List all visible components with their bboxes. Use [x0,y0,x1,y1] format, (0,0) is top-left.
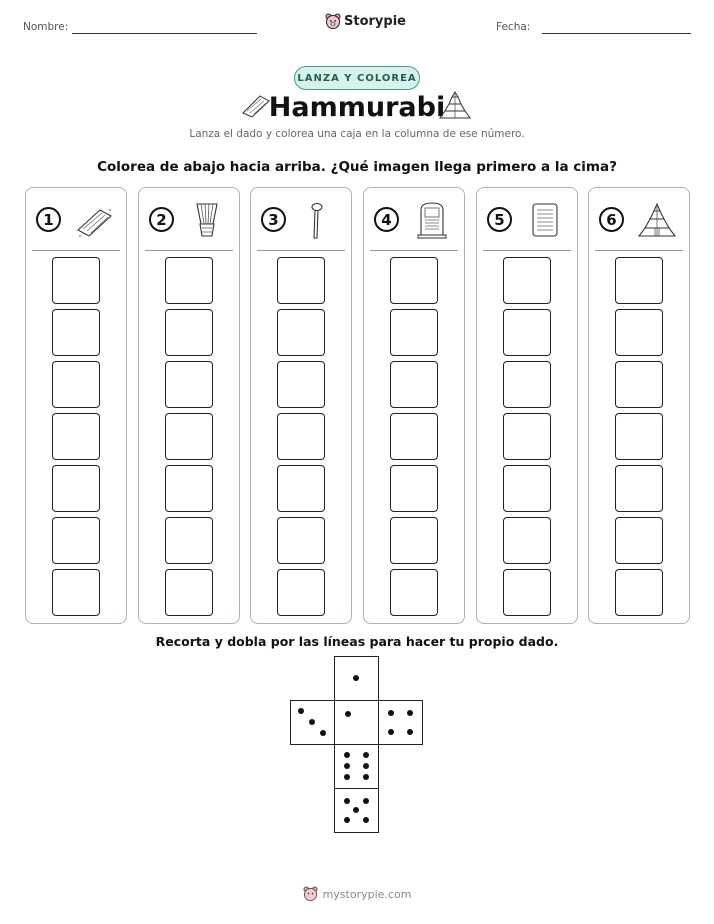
color-box[interactable] [390,413,438,460]
color-box[interactable] [503,465,551,512]
color-box[interactable] [165,413,213,460]
column-2 [138,187,240,624]
footer-url[interactable]: mystorypie.com [322,887,412,901]
color-box[interactable] [503,517,551,564]
brand-name: Storypie [344,14,406,29]
color-box[interactable] [615,465,663,512]
color-box[interactable] [165,361,213,408]
pip [298,708,304,714]
color-box[interactable] [277,309,325,356]
ziggurat-icon [637,200,677,240]
color-box[interactable] [277,413,325,460]
color-box[interactable] [52,413,100,460]
die-face-4 [378,700,423,745]
die-face-1 [334,700,379,745]
activity-badge: LANZA Y COLOREA [294,66,420,90]
pip [363,763,369,769]
die-face-5 [334,788,379,833]
color-box[interactable] [390,309,438,356]
color-box[interactable] [503,569,551,616]
pip [388,729,394,735]
color-box[interactable] [52,361,100,408]
pip [363,752,369,758]
subtitle: Lanza el dado y colorea una caja en la columna de ese número. [189,128,525,140]
color-box[interactable] [615,413,663,460]
stele-icon [412,200,452,240]
color-box[interactable] [390,361,438,408]
color-box[interactable] [277,257,325,304]
color-box[interactable] [390,257,438,304]
pip [344,798,350,804]
column-4 [363,187,465,624]
color-box[interactable] [277,361,325,408]
pip [320,730,326,736]
color-box[interactable] [52,569,100,616]
pip [363,817,369,823]
pip [353,807,359,813]
color-box[interactable] [52,465,100,512]
color-box[interactable] [615,361,663,408]
color-box[interactable] [165,569,213,616]
bear-logo-icon [325,13,341,30]
pip [344,817,350,823]
color-box[interactable] [615,257,663,304]
color-box[interactable] [390,517,438,564]
column-number: 2 [149,207,174,232]
color-box[interactable] [503,361,551,408]
pip [407,710,413,716]
die-face-3 [290,700,335,745]
die-face-1 [334,656,379,701]
pip [363,774,369,780]
die-face-6 [334,744,379,789]
name-label: Nombre: [23,21,69,33]
scepter-icon [299,200,339,240]
column-5 [476,187,578,624]
color-box[interactable] [503,257,551,304]
column-1 [25,187,127,624]
color-box[interactable] [165,309,213,356]
column-number: 3 [261,207,286,232]
color-box[interactable] [390,569,438,616]
pip [388,710,394,716]
color-box[interactable] [165,517,213,564]
color-box[interactable] [390,465,438,512]
coloring-instruction: Colorea de abajo hacia arriba. ¿Qué imagen llega primero a la cima? [97,159,617,175]
page-title: Hammurabi [268,92,446,123]
scroll-tablet-icon [525,200,565,240]
color-box[interactable] [277,569,325,616]
ziggurat-icon [438,90,472,120]
color-box[interactable] [615,569,663,616]
storypie-logo [325,13,406,30]
color-box[interactable] [615,309,663,356]
pip [344,763,350,769]
column-3 [250,187,352,624]
pip [345,711,351,717]
color-box[interactable] [165,257,213,304]
pip [407,729,413,735]
date-line[interactable] [542,33,691,34]
name-line[interactable] [72,33,257,34]
dice-instruction: Recorta y dobla por las líneas para hacer tu propio dado. [155,634,559,649]
column-number: 5 [487,207,512,232]
pip [363,798,369,804]
bear-logo-icon [303,886,318,902]
pip [353,675,359,681]
column-number: 6 [599,207,624,232]
pip [344,752,350,758]
color-box[interactable] [277,465,325,512]
color-box[interactable] [52,309,100,356]
color-box[interactable] [503,413,551,460]
pip [309,719,315,725]
color-box[interactable] [52,517,100,564]
wheat-sheaf-icon [187,200,227,240]
footer [0,886,714,902]
column-number: 4 [374,207,399,232]
color-box[interactable] [165,465,213,512]
clay-tablet-icon [74,200,114,240]
color-box[interactable] [52,257,100,304]
color-box[interactable] [503,309,551,356]
column-6 [588,187,690,624]
pip [344,774,350,780]
column-number: 1 [36,207,61,232]
color-box[interactable] [277,517,325,564]
date-label: Fecha: [496,21,531,33]
color-box[interactable] [615,517,663,564]
